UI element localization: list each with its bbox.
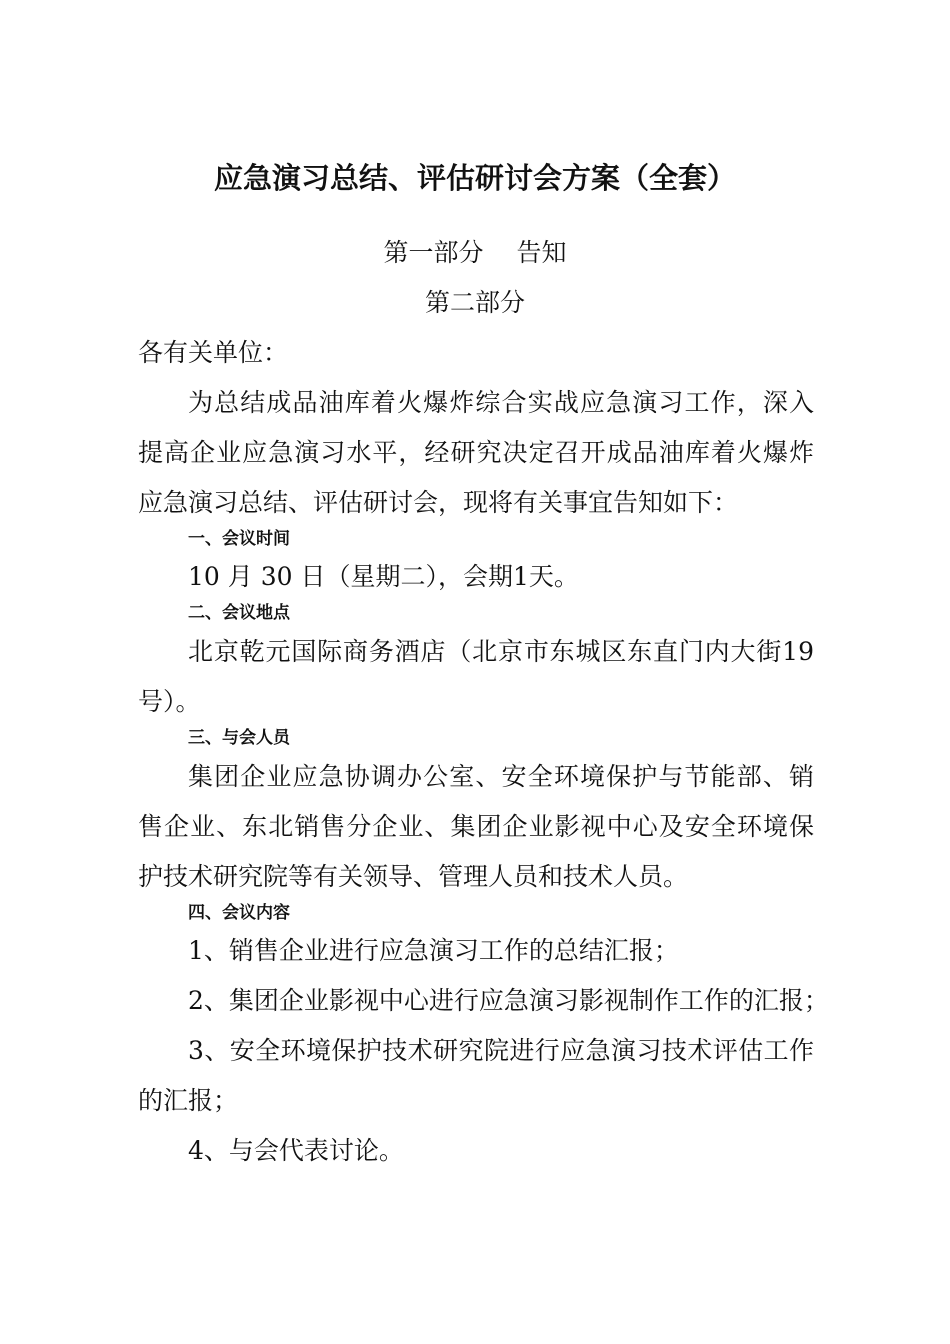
section-text-attendees: 集团企业应急协调办公室、安全环境保护与节能部、销 [188,762,814,791]
salutation: 各有关单位： [138,338,289,367]
section-text-location: 号）。 [138,687,201,716]
section-text-attendees: 售企业、东北销售分企业、集团企业影视中心及安全环境保 [138,812,814,841]
section-heading-attendees: 三、与会人员 [188,728,290,748]
section-heading-location: 二、会议地点 [188,603,290,623]
section-text-attendees: 护技术研究院等有关领导、管理人员和技术人员。 [138,862,689,891]
content-item: 的汇报； [138,1086,239,1115]
part-two-heading: 第二部分 [424,288,525,317]
section-heading-content: 四、会议内容 [188,903,290,923]
section-text-location: 北京乾元国际商务酒店（北京市东城区东直门内大街19 [188,637,814,666]
part-one-heading: 第一部分 告知 [383,238,567,267]
intro-line: 提高企业应急演习水平，经研究决定召开成品油库着火爆炸 [138,438,814,467]
section-heading-time: 一、会议时间 [188,529,290,549]
intro-line: 应急演习总结、评估研讨会，现将有关事宜告知如下： [138,488,739,517]
document-title: 应急演习总结、评估研讨会方案（全套） [213,161,736,195]
intro-line: 为总结成品油库着火爆炸综合实战应急演习工作，深入 [188,388,814,417]
content-item: 2、集团企业影视中心进行应急演习影视制作工作的汇报； [188,986,829,1015]
content-item: 1、销售企业进行应急演习工作的总结汇报； [188,936,679,965]
section-text-time: 10 月 30 日（星期二），会期1天。 [188,562,579,591]
content-item: 3、安全环境保护技术研究院进行应急演习技术评估工作 [188,1036,814,1065]
content-item: 4、与会代表讨论。 [188,1136,404,1165]
